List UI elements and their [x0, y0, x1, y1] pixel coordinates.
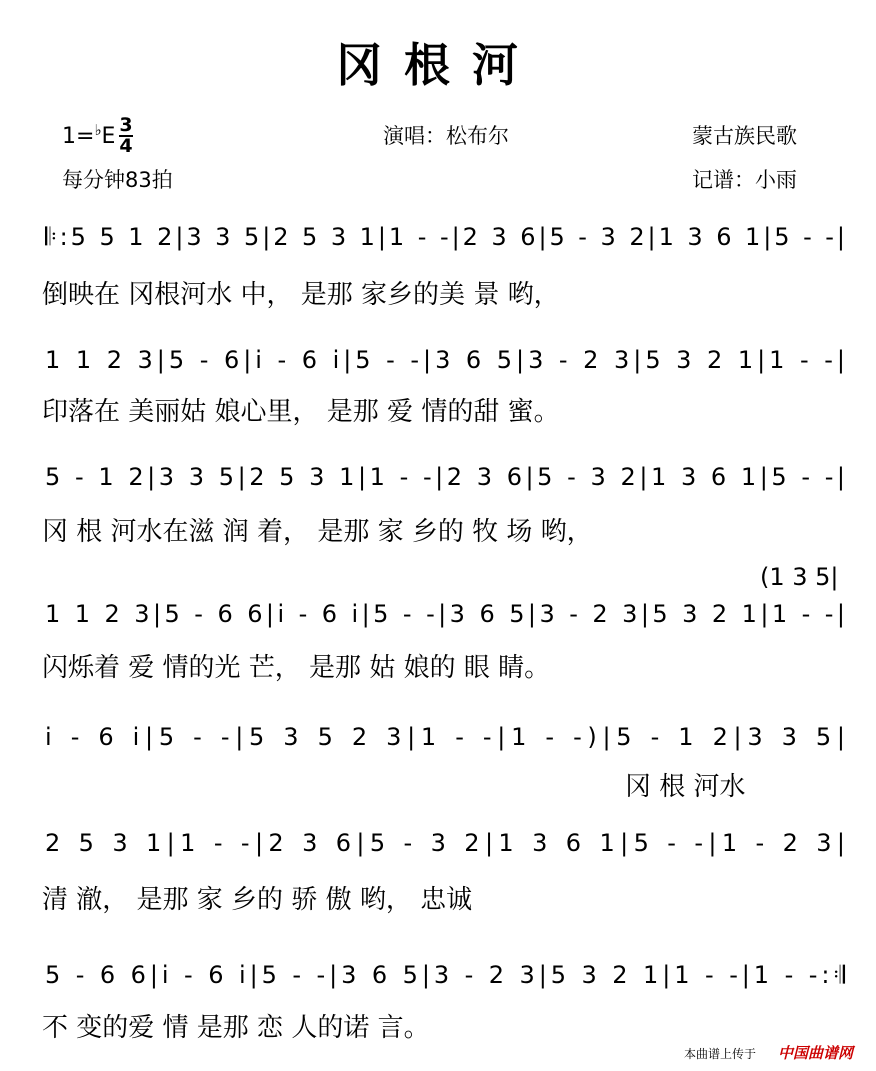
notation-line-5: i - 6 i|5 - -|5 3 5 2 3|1 - -|1 - -)|5 - 1 2|3 3 5| [45, 723, 846, 751]
lyrics-line-2: 印落在 美丽姑 娘心里， 是那 爱 情的甜 蜜。 [42, 397, 560, 427]
notation-line-4: 1 1 2 3|5 - 6 6|i - 6 i|5 - -|3 6 5|3 - 2 3|5 3 2 1|1 - -| [45, 600, 846, 628]
lyrics-line-1: 倒映在 冈根河水 中， 是那 家乡的美 景 哟， [42, 280, 560, 310]
origin: 蒙古族民歌 [692, 124, 797, 148]
bridge-notes: (1 3 5| [760, 563, 839, 591]
lyrics-line-3: 冈 根 河水在滋 润 着， 是那 家 乡的 牧 场 哟， [42, 517, 593, 547]
key-note: E [101, 123, 116, 149]
notation-line-2: 1 1 2 3|5 - 6|i - 6 i|5 - -|3 6 5|3 - 2 3|5 3 2 1|1 - -| [45, 346, 846, 374]
time-numerator: 3 [119, 114, 133, 136]
upload-note: 本曲谱上传于 [684, 1047, 757, 1061]
song-title: 冈根河 [336, 38, 540, 92]
tempo: 每分钟83拍 [62, 168, 173, 192]
flat-sign: ♭ [94, 121, 102, 139]
notation-line-1: 𝄆:5 5 1 2|3 3 5|2 5 3 1|1 - -|2 3 6|5 - 3 2|1 3 6 1|5 - -| [45, 223, 845, 251]
notation-line-7: 5 - 6 6|i - 6 i|5 - -|3 6 5|3 - 2 3|5 3 2 1|1 - -|1 - -:𝄇 [45, 961, 845, 989]
lyrics-line-5: 冈 根 河水 [625, 772, 746, 802]
transcriber: 记谱：小雨 [692, 168, 797, 192]
notation-line-6: 2 5 3 1|1 - -|2 3 6|5 - 3 2|1 3 6 1|5 - -|1 - 2 3| [45, 829, 846, 857]
notation-line-3: 5 - 1 2|3 3 5|2 5 3 1|1 - -|2 3 6|5 - 3 2|1 3 6 1|5 - -| [45, 463, 845, 491]
site-logo: 中国曲谱网 [778, 1044, 854, 1062]
lyrics-line-7: 不 变的爱 情 是那 恋 人的诺 言。 [42, 1013, 430, 1043]
key-prefix: 1= [62, 123, 95, 149]
singer: 演唱：松布尔 [383, 124, 509, 148]
time-denominator: 4 [119, 135, 133, 157]
lyrics-line-4: 闪烁着 爱 情的光 芒， 是那 姑 娘的 眼 睛。 [42, 653, 551, 683]
lyrics-line-6: 清 澈， 是那 家 乡的 骄 傲 哟， 忠诚 [42, 885, 473, 915]
